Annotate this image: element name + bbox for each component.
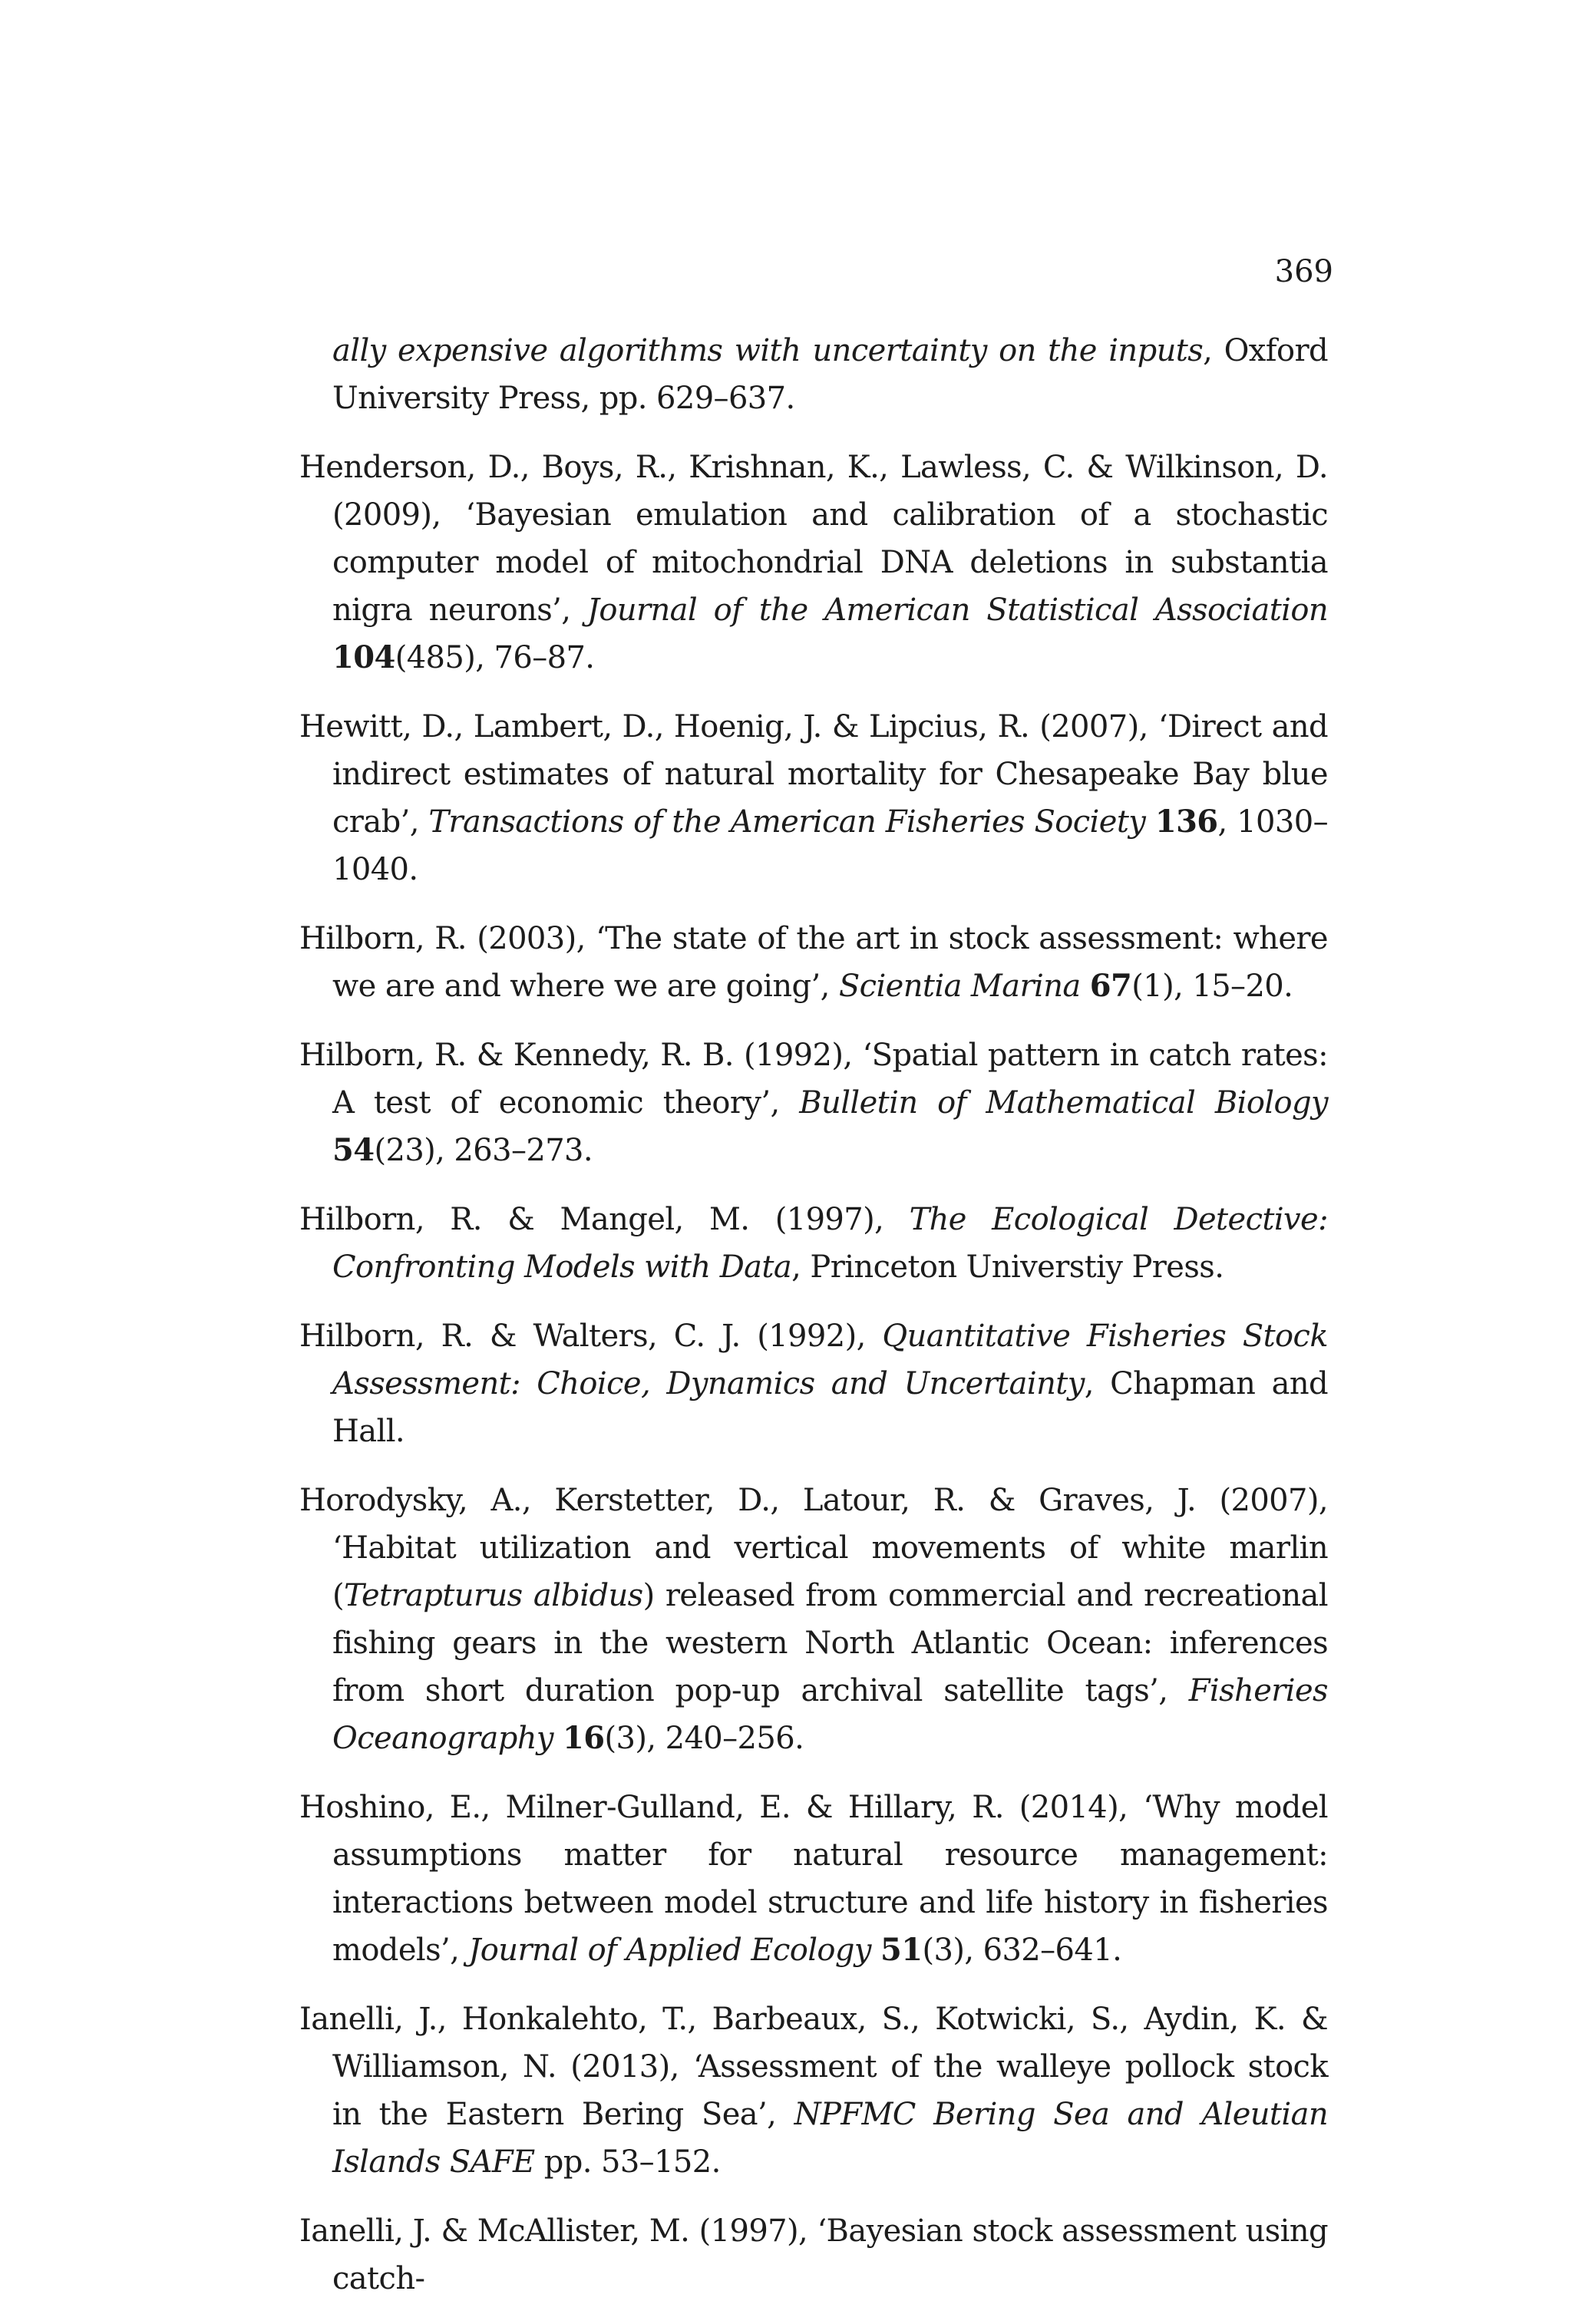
reference-text: (23), 263–273. (374, 1133, 593, 1168)
bold-text: 54 (332, 1132, 375, 1168)
bold-text: 136 (1154, 804, 1218, 840)
bold-text: 51 (880, 1932, 923, 1968)
reference-text: Hilborn, R. & Kennedy, R. B. (1992), ‘Spatial pattern in catch rates: A test of economic theory’, (299, 1038, 1328, 1121)
reference-entry (299, 1032, 1328, 1174)
reference-entry (299, 1312, 1328, 1455)
bold-text: 16 (563, 1720, 605, 1756)
reference-entry-continued (299, 327, 1328, 422)
italic-text: Tetrapturus albidus (344, 1578, 643, 1613)
reference-entry (299, 703, 1328, 893)
page-number: 369 (1274, 254, 1333, 289)
reference-text: pp. 53–152. (534, 2144, 721, 2180)
italic-text: Journal of Applied Ecology (468, 1933, 871, 1968)
reference-text: , Oxford University Press, pp. 629–637. (332, 333, 1328, 416)
italic-text: ally expensive algorithms with uncertainty on the inputs (332, 333, 1204, 368)
reference-text: , Princeton Universtiy Press. (791, 1249, 1224, 1285)
reference-text: Hilborn, R. & Mangel, M. (1997), (299, 1202, 910, 1237)
bold-text: 104 (332, 639, 395, 675)
reference-text: , Chapman and Hall. (332, 1366, 1328, 1449)
italic-text: Journal of the American Statistical Association (586, 593, 1329, 628)
reference-text (1081, 969, 1090, 1004)
italic-text: The Ecological Detective: Confronting Models with Data (332, 1202, 1328, 1285)
italic-text: Scientia Marina (838, 969, 1081, 1004)
reference-entry (299, 1784, 1328, 1974)
reference-text: Horodysky, A., Kerstetter, D., Latour, R. & Graves, J. (2007), ‘Habitat utilization and vertical movements of white marlin ( (299, 1483, 1328, 1613)
reference-list (299, 327, 1328, 2324)
reference-text: (485), 76–87. (395, 640, 595, 675)
reference-text: Ianelli, J. & McAllister, M. (1997), ‘Bayesian stock assessment using catch- (299, 2213, 1328, 2296)
reference-text: Hewitt, D., Lambert, D., Hoenig, J. & Lipcius, R. (2007), ‘Direct and indirect estimates of natural mortality for Chesapeake Bay blue crab’, (299, 709, 1328, 840)
reference-entry (299, 915, 1328, 1010)
reference-text: (1), 15–20. (1131, 969, 1293, 1004)
italic-text: Quantitative Fisheries Stock Assessment: Choice, Dynamics and Uncertainty (332, 1319, 1328, 1401)
reference-text: Hoshino, E., Milner-Gulland, E. & Hillary, R. (2014), ‘Why model assumptions matter for natural resource management: interactions between model structure and life history in fisheries models’, (299, 1790, 1328, 1968)
reference-entry (299, 444, 1328, 682)
reference-text: Henderson, D., Boys, R., Krishnan, K., Lawless, C. & Wilkinson, D. (2009), ‘Bayesian emulation and calibration of a stochastic computer model of mitochondrial DNA deletions in substantia nigra neurons’, (299, 450, 1328, 628)
reference-entry (299, 2207, 1328, 2303)
reference-entry (299, 1196, 1328, 1291)
reference-text: (3), 632–641. (922, 1933, 1122, 1968)
reference-entry (299, 1996, 1328, 2186)
reference-text (553, 1721, 563, 1756)
reference-entry (299, 1477, 1328, 1762)
reference-text: Hilborn, R. & Walters, C. J. (1992), (299, 1319, 883, 1354)
reference-text (1145, 804, 1155, 840)
bold-text: 67 (1089, 968, 1132, 1004)
reference-text: (3), 240–256. (604, 1721, 804, 1756)
reference-text: Ianelli, J., Honkalehto, T., Barbeaux, S., Kotwicki, S., Aydin, K. & Williamson, N. (2013), ‘Assessment of the walleye pollock stock in the Eastern Bering Sea’, (299, 2002, 1328, 2132)
reference-text: Hilborn, R. (2003), ‘The state of the art in stock assessment: where we are and where we are going’, (299, 921, 1328, 1004)
reference-text (871, 1933, 880, 1968)
italic-text: NPFMC Bering Sea and Aleutian Islands SAFE (332, 2097, 1329, 2180)
italic-text: Transactions of the American Fisheries Society (428, 804, 1146, 840)
italic-text: Bulletin of Mathematical Biology (799, 1085, 1328, 1121)
reference-text: ) released from commercial and recreational fishing gears in the western North Atlantic Ocean: inferences from short duration pop-up archival satellite tags’, (332, 1578, 1329, 1708)
reference-text: , 1030–1040. (332, 804, 1328, 887)
italic-text: Fisheries Oceanography (332, 1673, 1328, 1756)
